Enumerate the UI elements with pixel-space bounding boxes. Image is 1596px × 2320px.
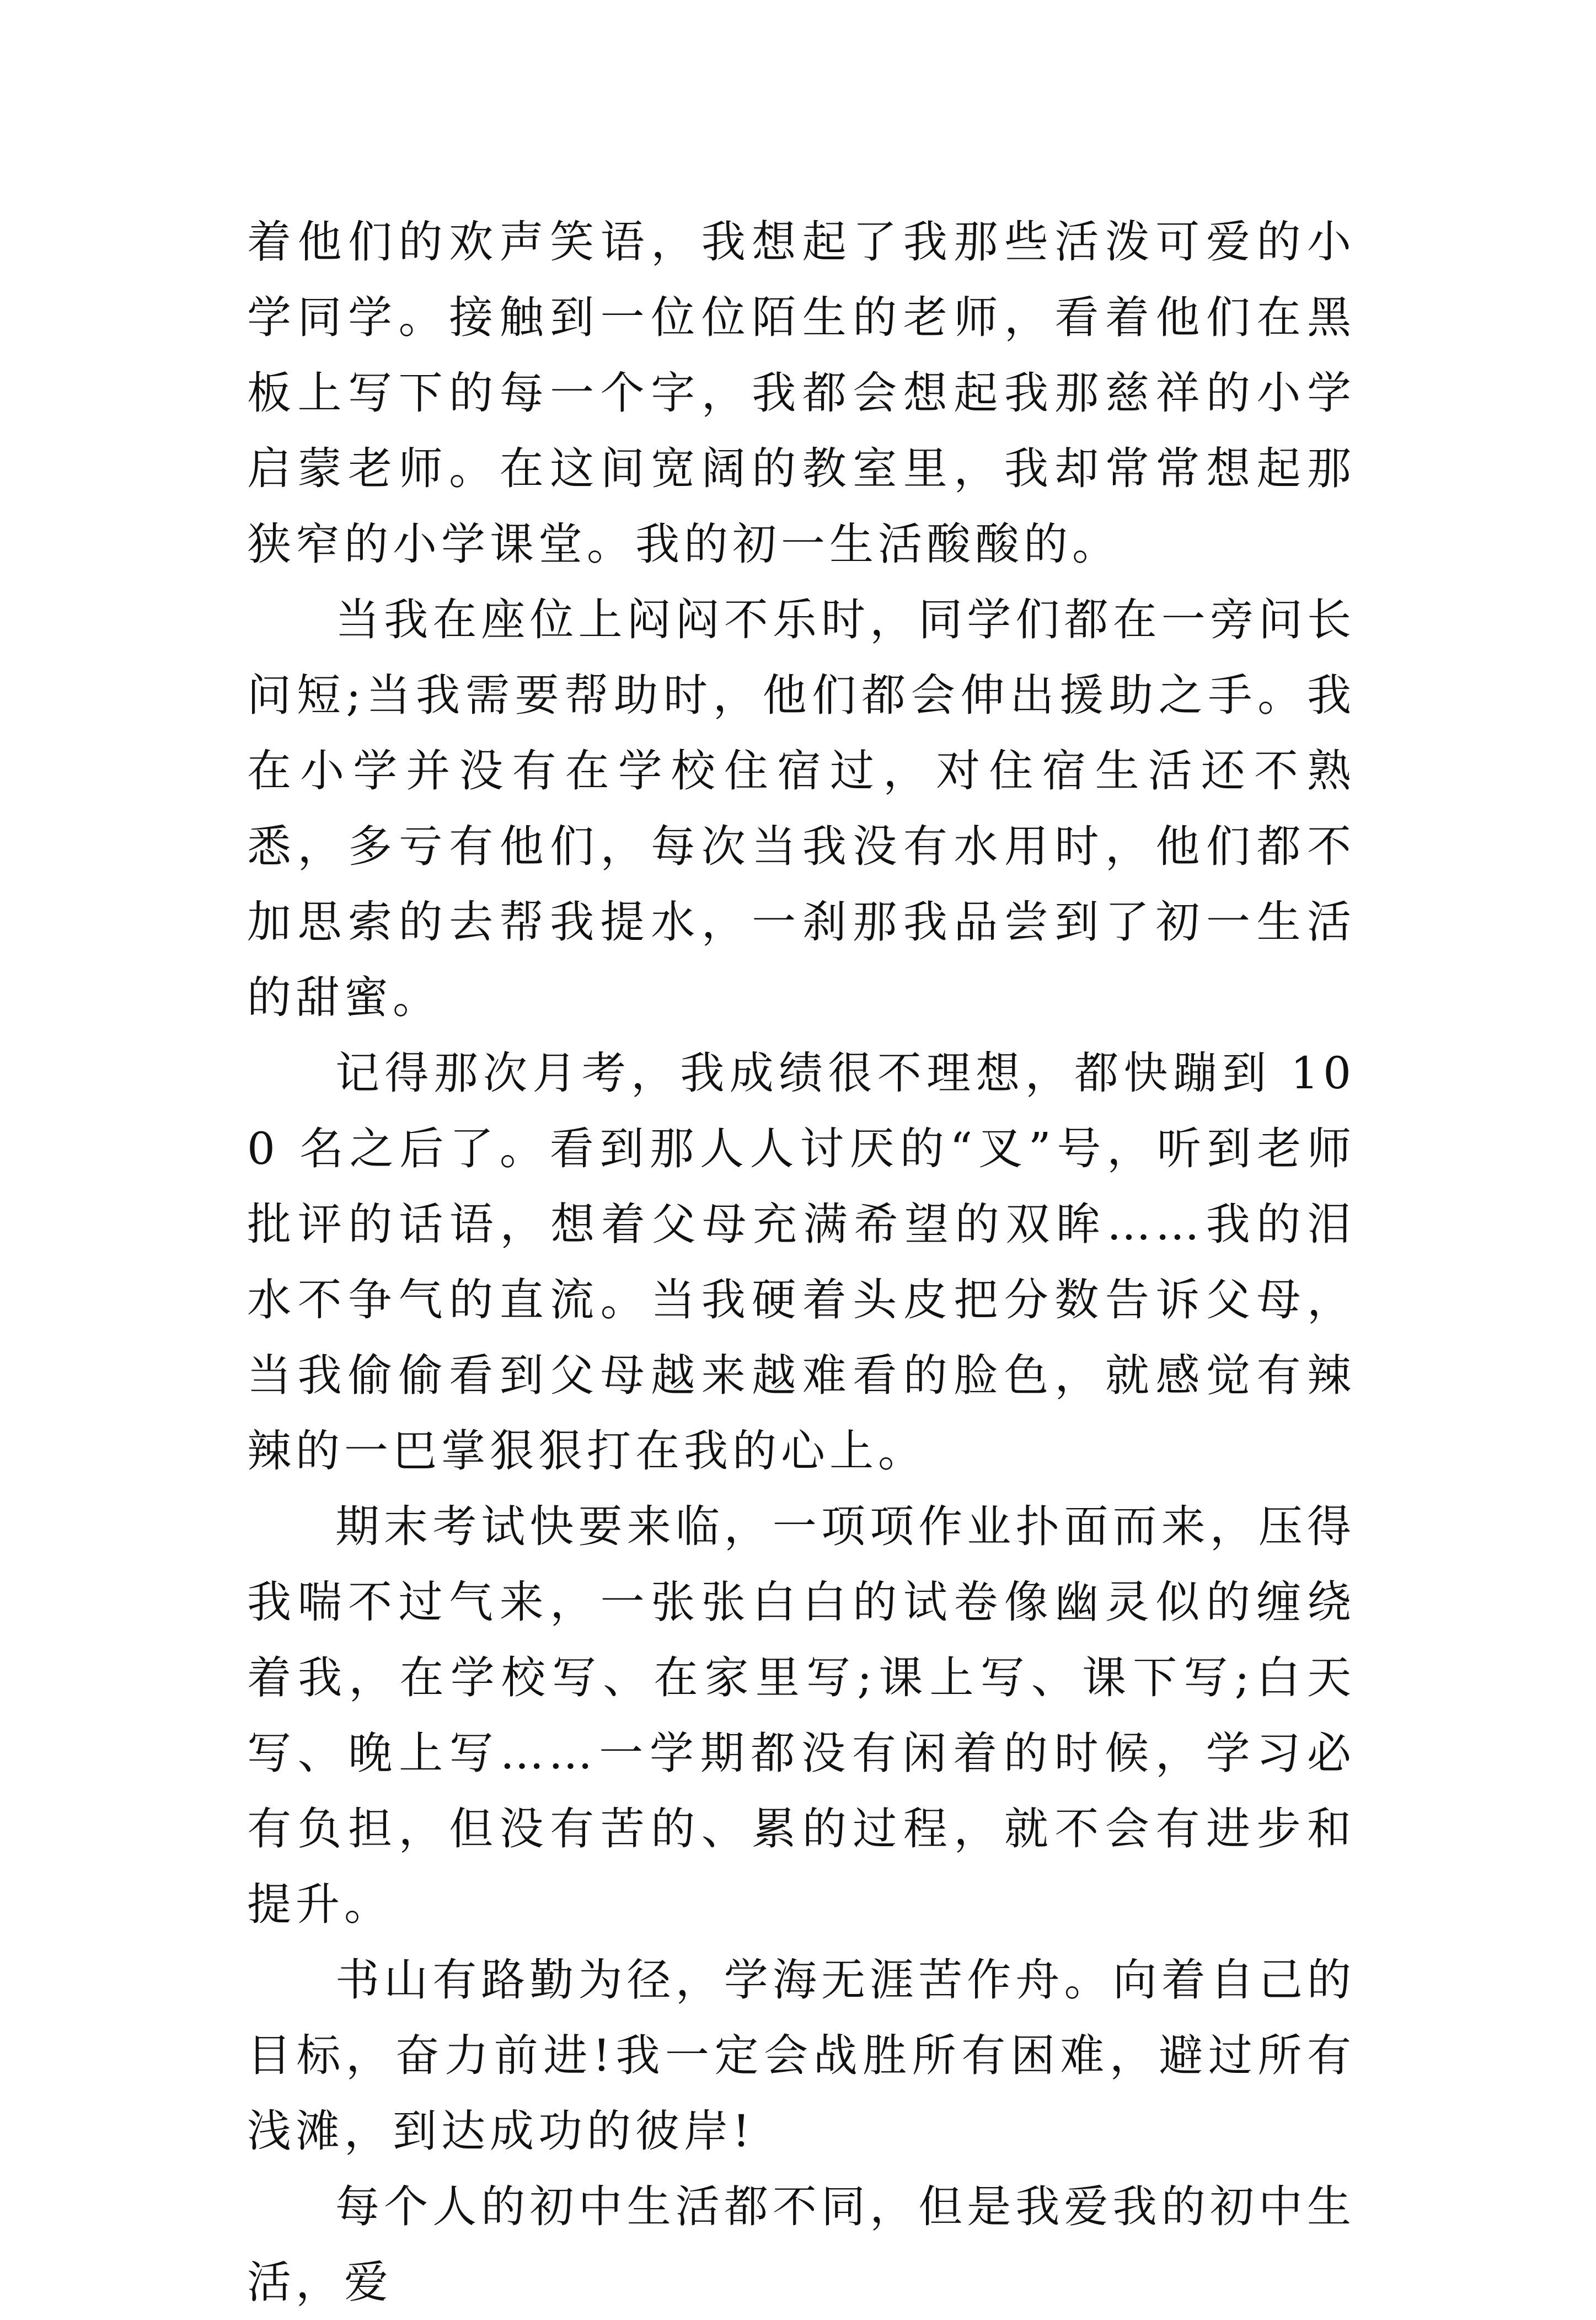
paragraph-6: 每个人的初中生活都不同，但是我爱我的初中生活，爱 <box>247 2181 1356 2308</box>
document-body <box>247 204 1356 2320</box>
paragraph-2: 当我在座位上闷闷不乐时，同学们都在一旁问长问短;当我需要帮助时，他们都会伸出援助之手。我在小学并没有在学校住宿过，对住宿生活还不熟悉，多亏有他们，每次当我没有水用时，他们都不加思索的去帮我提水，一刹那我品尝到了初一生活的甜蜜。 <box>247 594 1356 1023</box>
paragraph-5: 书山有路勤为径，学海无涯苦作舟。向着自己的目标，奋力前进!我一定会战胜所有困难，避过所有浅滩，到达成功的彼岸! <box>247 1954 1356 2157</box>
paragraph-1: 着他们的欢声笑语，我想起了我那些活泼可爱的小学同学。接触到一位位陌生的老师，看着他们在黑板上写下的每一个字，我都会想起我那慈祥的小学启蒙老师。在这间宽阔的教室里，我却常常想起那狭窄的小学课堂。我的初一生活酸酸的。 <box>247 216 1356 570</box>
paragraph-3: 记得那次月考，我成绩很不理想，都快蹦到 100 名之后了。看到那人人讨厌的“叉”号，听到老师批评的话语，想着父母充满希望的双眸……我的泪水不争气的直流。当我硬着头皮把分数告诉父母，当我偷偷看到父母越来越难看的脸色，就感觉有辣辣的一巴掌狠狠打在我的心上。 <box>247 1047 1356 1477</box>
paragraph-4: 期末考试快要来临，一项项作业扑面而来，压得我喘不过气来，一张张白白的试卷像幽灵似的缠绕着我，在学校写、在家里写;课上写、课下写;白天写、晚上写……一学期都没有闲着的时候，学习必有负担，但没有苦的、累的过程，就不会有进步和提升。 <box>247 1501 1356 1930</box>
